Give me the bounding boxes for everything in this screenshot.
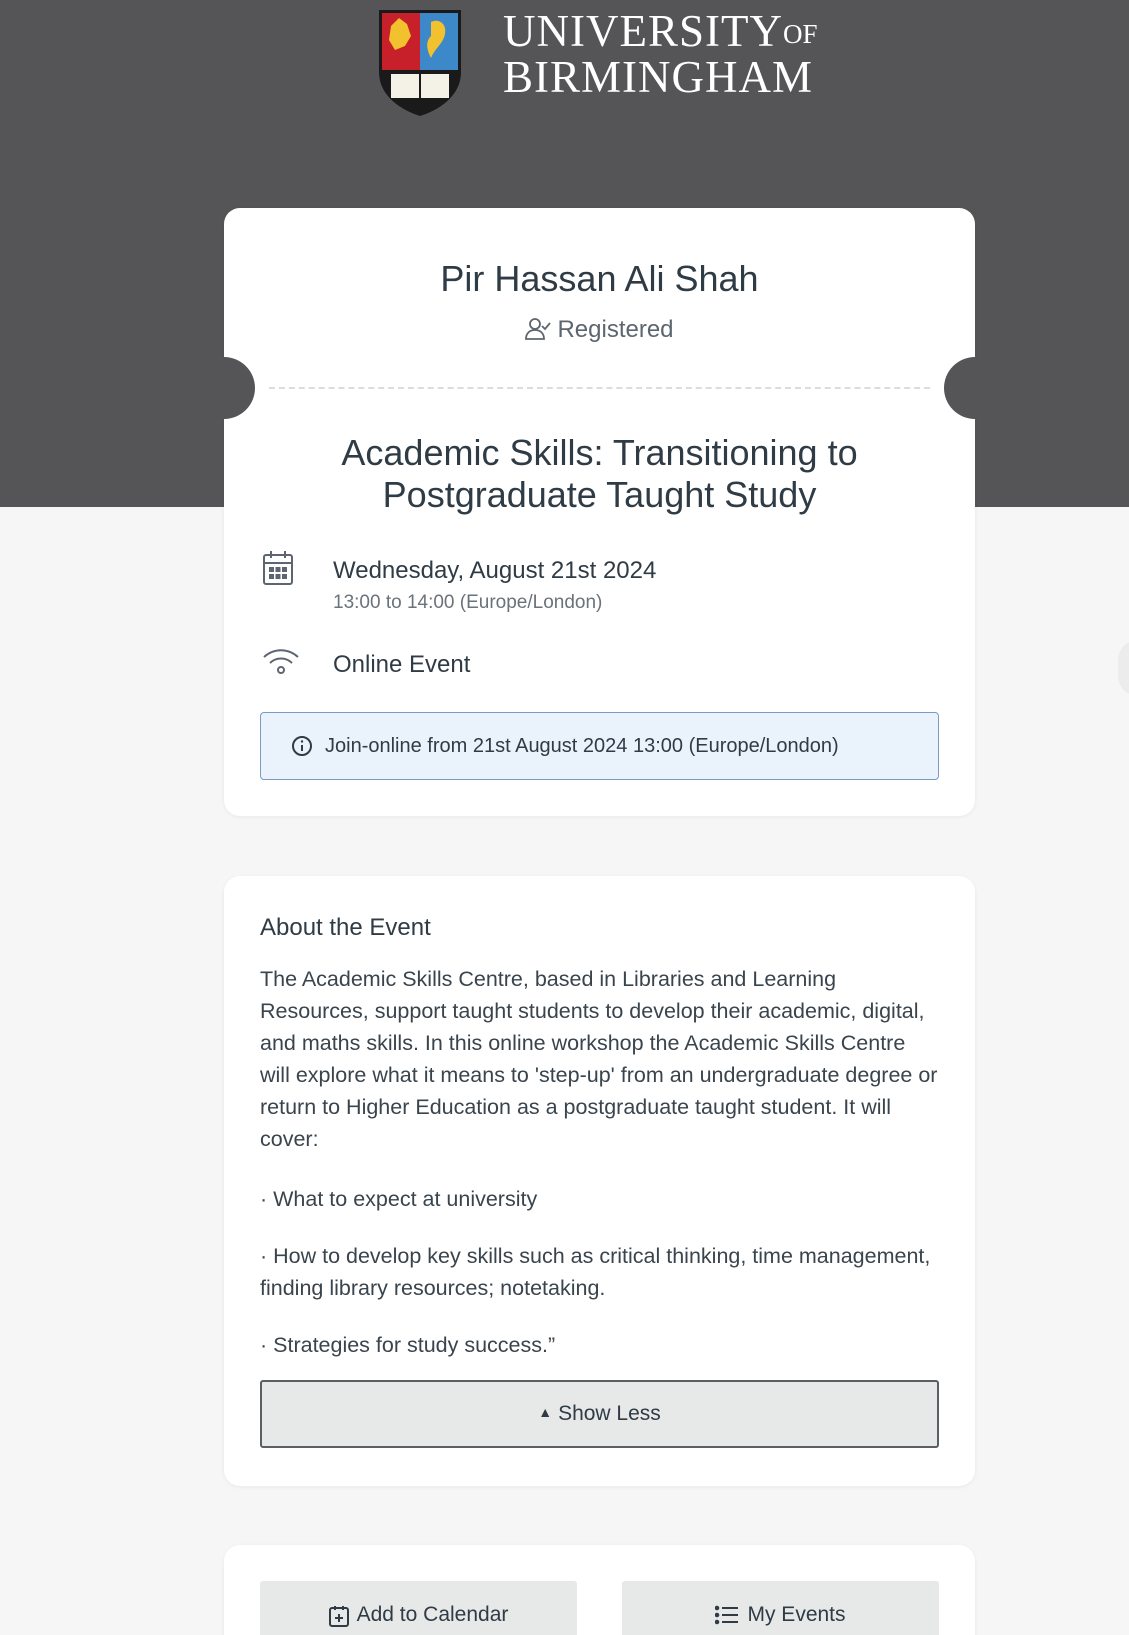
wordmark-line2: BIRMINGHAM <box>503 52 814 102</box>
my-events-label: My Events <box>747 1603 846 1626</box>
crest-icon <box>375 8 465 118</box>
show-less-label: Show Less <box>558 1402 661 1425</box>
actions-card <box>224 1545 975 1635</box>
list-icon <box>715 1605 739 1625</box>
side-tab[interactable] <box>1118 640 1129 696</box>
about-description: The Academic Skills Centre, based in Libraries and Learning Resources, support taught students to develop their academic, digital, and maths skills. In this online workshop the Academic Skills Centre will explore what it means to 'step-up' from an undergraduate degree or return to Higher Education as a postgraduate taught student. It will cover: <box>260 967 938 1151</box>
ticket-notch-left <box>193 357 255 419</box>
add-to-calendar-label: Add to Calendar <box>356 1603 509 1626</box>
event-date: Wednesday, August 21st 2024 <box>333 557 657 584</box>
attendee-name: Pir Hassan Ali Shah <box>440 258 759 299</box>
chevron-up-icon: ▲ <box>538 1404 553 1420</box>
about-bullet: · Strategies for study success.” <box>260 1333 556 1357</box>
ticket-notch-right <box>944 357 1006 419</box>
about-bullet: · How to develop key skills such as critical thinking, time management, finding library resources; notetaking. <box>260 1244 931 1300</box>
event-title: Academic Skills: Transitioning to Postgraduate Taught Study <box>341 432 858 515</box>
wifi-icon <box>262 647 300 675</box>
calendar-plus-icon <box>329 1605 349 1627</box>
wordmark-line1: UNIVERSITY <box>503 6 783 56</box>
about-event-card <box>224 876 975 1486</box>
info-icon <box>291 735 313 757</box>
registration-status <box>224 316 975 344</box>
wordmark-of: OF <box>782 19 818 49</box>
about-bullet: · What to expect at university <box>260 1187 538 1211</box>
user-check-icon <box>525 317 551 341</box>
show-less-button[interactable] <box>260 1380 939 1448</box>
status-label: Registered <box>557 316 674 343</box>
join-online-notice <box>260 712 939 780</box>
calendar-icon <box>262 550 294 586</box>
ticket-divider <box>269 387 930 389</box>
my-events-button[interactable] <box>622 1581 939 1635</box>
join-notice-text: Join-online from 21st August 2024 13:00 (Europe/London) <box>325 734 839 757</box>
university-wordmark <box>503 8 818 100</box>
event-location: Online Event <box>333 651 471 678</box>
about-heading: About the Event <box>260 914 431 941</box>
event-time: 13:00 to 14:00 (Europe/London) <box>333 592 603 613</box>
university-logo[interactable] <box>375 8 818 118</box>
ticket-card <box>224 208 975 816</box>
add-to-calendar-button[interactable] <box>260 1581 577 1635</box>
